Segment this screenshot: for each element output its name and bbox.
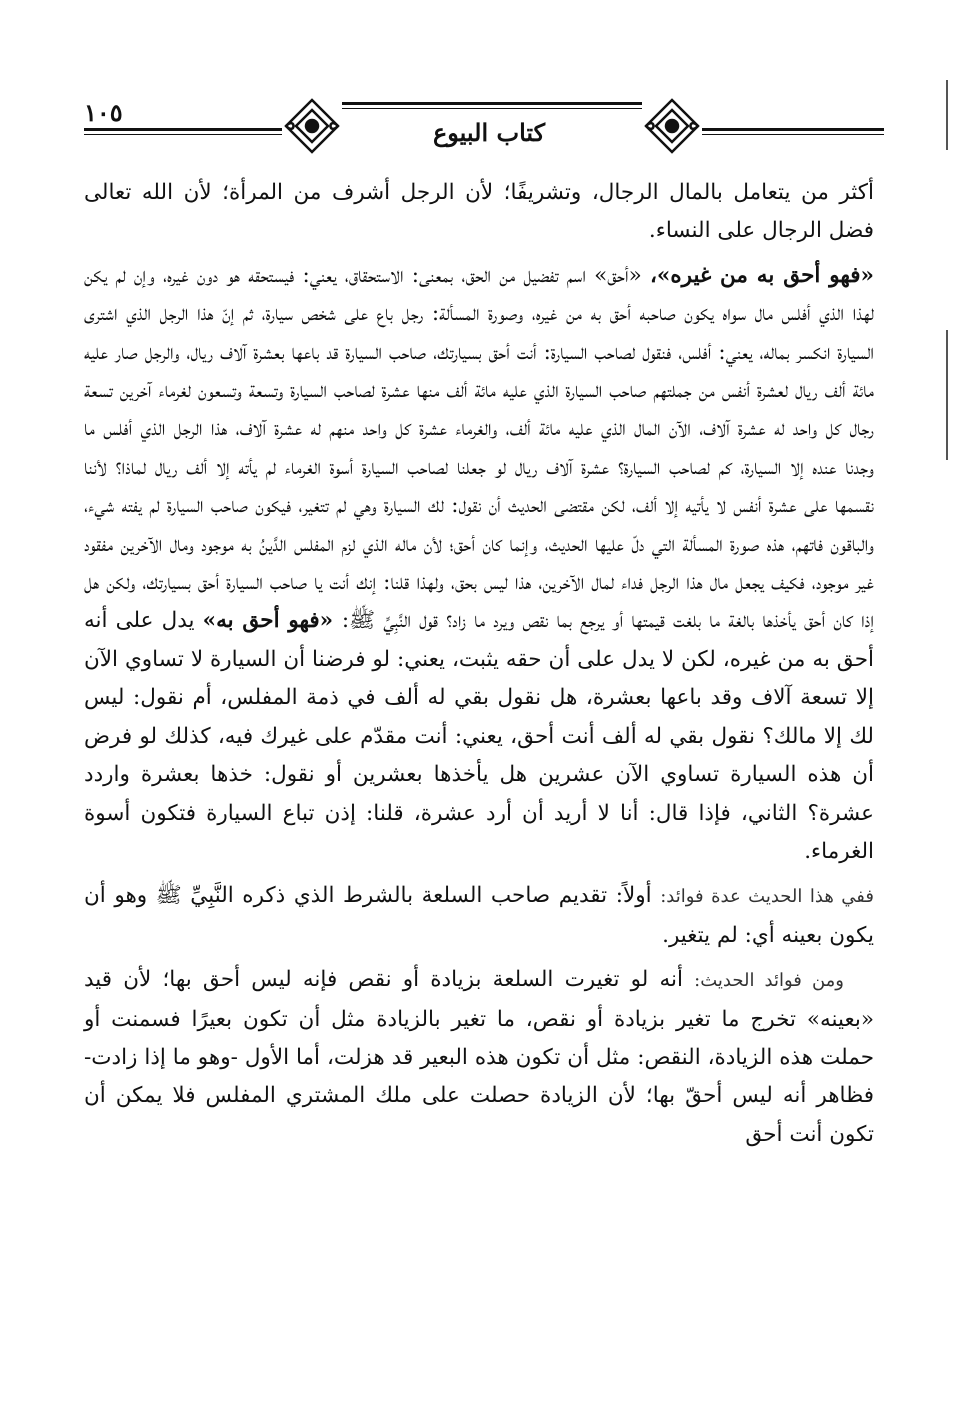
- header-rule-center-thin: [342, 108, 642, 109]
- scan-edge-mark: [946, 330, 948, 460]
- paragraph-text: أولاً: تقديم صاحب السلعة بالشرط الذي ذكره النَّبِيِّ ﷺ وهو أن يكون بعينه أي: لم يتغير.: [84, 883, 874, 948]
- page-number: ١٠٥: [84, 98, 123, 127]
- header-rule-center: [342, 102, 642, 105]
- section-lead: ومن فوائد الحديث:: [694, 970, 844, 992]
- hadith-quote: «فهو أحق به من غيره»،: [649, 262, 874, 288]
- scan-edge-mark: [946, 80, 948, 150]
- paragraph-text: أكثر من يتعامل بالمال الرجال، وتشريفًا؛ لأن الرجل أشرف من المرأة؛ لأن الله تعالى فضل الرجال على النساء.: [84, 180, 874, 244]
- paragraph: [84, 877, 874, 955]
- paragraph-text: أنه لو تغيرت السلعة بزيادة أو نقص فإنه ليس أحق بها؛ لأن قيد «بعينه» تخرج ما تغير بزيادة أو نقص، ما تغير بالزيادة مثل أن تكون بعيرًا فسمنت أو حملت هذه الزيادة، النقص: مثل أن تكون هذه البعير قد هزلت، أما الأول -وهو ما إذا زادت- فظاهر أنه ليس أحقّ بها؛ لأن الزيادة حصلت على ملك المشتري المفلس فلا يمكن أن تكون أنت أحق: [84, 967, 874, 1147]
- paragraph-text: يدل على أنه أحق به من غيره، لكن لا يدل على أن حقه يثبت، يعني: لو فرضنا أن السيارة لا تساوي الآن إلا تسعة آلاف وقد باعها بعشرة، هل نقول بقي له ألف في ذمة المفلس، أم نقول: ليس لك إلا مالك؟ نقول بقي له ألف أنت أحق، يعني: أنت مقدّم على غيرك فيه، كذلك لو فرض أن هذه السيارة تساوي الآن عشرين هل يأخذها بعشرين أو نقول: خذها بعشرة واردد عشرة؟ الثاني، فإذا قال: أنا لا أريد أن أرد عشرة، قلنا: إذن تباع السيارة فتكون أسوة الغرماء.: [84, 608, 874, 864]
- header-rule-right: [702, 128, 884, 131]
- page-header: [84, 90, 884, 170]
- paragraph: [84, 174, 874, 251]
- header-rule-left: [84, 128, 282, 131]
- header-rule-right-thin: [702, 134, 884, 135]
- ornament-right-icon: [642, 96, 702, 156]
- page-body: [84, 174, 874, 1154]
- paragraph-text: «أحق» اسم تفضيل من الحق، بمعنى: الاستحقاق، يعني: فيستحقه هو دون غيره، وإن لم يكن لهذا الذي أفلس مال سواه يكون صاحبه أحق به من غيره، وصورة المسألة: رجل باع على شخص سيارة، ثم إنّ هذا الرجل الذي اشترى السيارة انكسر بماله، يعني: أفلس، فنقول لصاحب السيارة: أنت أحق بسيارتك، صاحب السيارة قد باعها بعشرة آلاف ريال، والرجل صار عليه مائة ألف ريال لعشرة أنفس من جملتهم صاحب السيارة الذي عليه مائة ألف منها عشرة لصاحب السيارة وتسعة وتسعون لغرماء آخرين تسعة رجال كل واحد له عشرة آلاف، الآن المال الذي عليه مائة ألف، والغرماء عشرة كل واحد منهم له عشرة آلاف، هذا الرجل الذي أفلس ما وجدنا عنده إلا السيارة، كم لصاحب السيارة؟ عشرة آلاف ريال لو جعلنا لصاحب السيارة أسوة الغرماء لم يأته إلا ألف ريال لماذا؟ لأننا نقسمها على عشرة أنفس لا يأتيه إلا ألف، لكن مقتضى الحديث أن نقول: لك السيارة وهي لم تتغير، فيكون صاحب السيارة لم يفته شيء، والباقون فاتهم، هذه صورة المسألة التي دلّ عليها الحديث، وإنما كان أحق؛ لأن ماله الذي لزم المفلس الدَّينُ به موجود ومال الآخرين مفقود غير موجود، فكيف يجعل مال هذا الرجل فداء لمال الآخرين، هذا ليس بحق، ولهذا قلنا: إنك أنت يا صاحب السيارة أحق بسيارتك، ولكن هل إذا كان أحق يأخذها بالغة ما بلغت قيمتها أو يرجع بما نقص ويرد ما زاد؟ قول النَّبِيِّ ﷺ:: [84, 262, 874, 634]
- running-title: كتاب البيوع: [432, 118, 546, 147]
- header-rule-left-thin: [84, 134, 282, 135]
- paragraph: [84, 961, 874, 1154]
- section-lead: ففي هذا الحديث عدة فوائد:: [660, 886, 874, 908]
- hadith-quote: «فهو أحق به»: [202, 608, 342, 634]
- paragraph: [84, 257, 874, 872]
- ornament-left-icon: [282, 96, 342, 156]
